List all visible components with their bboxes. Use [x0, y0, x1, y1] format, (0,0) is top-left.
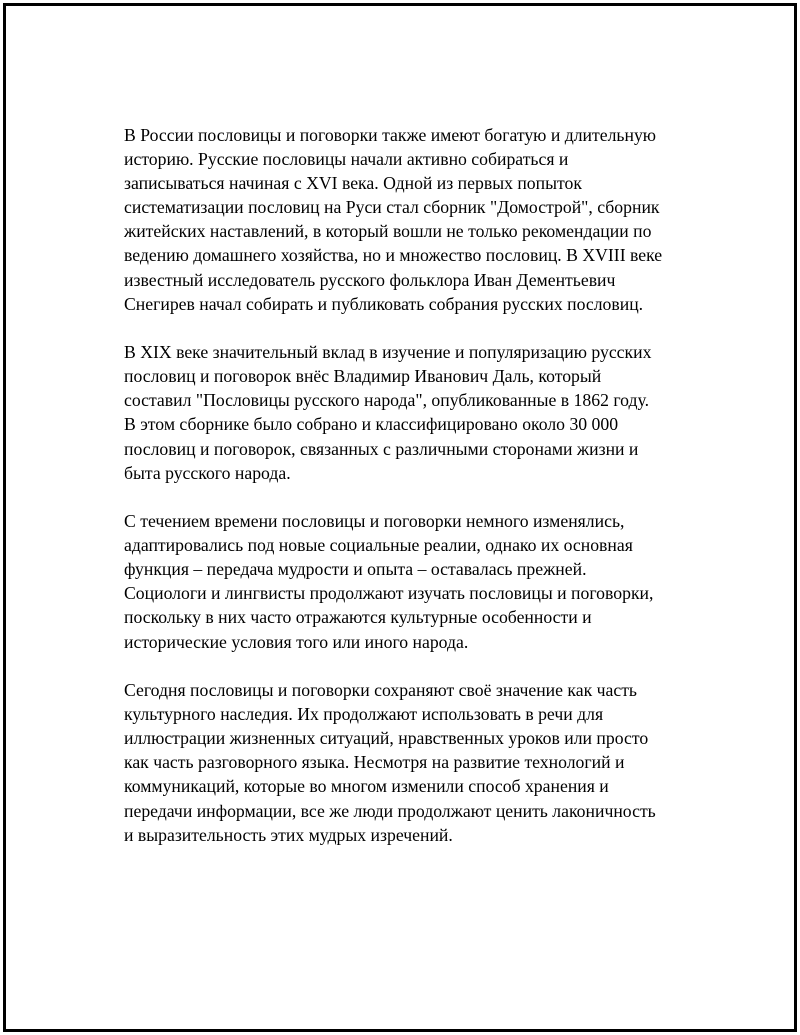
- text-line: Сегодня пословицы и поговорки сохраняют своё значение как часть: [124, 680, 637, 701]
- text-line: культурного наследия. Их продолжают использовать в речи для: [124, 704, 604, 725]
- text-line: В этом сборнике было собрано и классифицировано около 30 000: [124, 414, 619, 435]
- text-line: житейских наставлений, в который вошли не только рекомендации по: [124, 221, 652, 242]
- text-line: ведению домашнего хозяйства, но и множество пословиц. В XVIII веке: [124, 245, 663, 266]
- page-border: [3, 3, 797, 1032]
- text-line: адаптировались под новые социальные реалии, однако их основная: [124, 535, 633, 556]
- text-line: иллюстрации жизненных ситуаций, нравственных уроков или просто: [124, 728, 649, 749]
- text-line: пословиц и поговорок, связанных с различными сторонами жизни и: [124, 438, 639, 459]
- text-line: и выразительность этих мудрых изречений.: [124, 824, 453, 845]
- text-line: коммуникаций, которые во многом изменили способ хранения и: [124, 776, 609, 797]
- text-line: Снегирев начал собирать и публиковать собрания русских пословиц.: [124, 293, 644, 314]
- text-line: передачи информации, все же люди продолжают ценить лаконичность: [124, 800, 656, 821]
- text-line: В XIX веке значительный вклад в изучение и популяризацию русских: [124, 342, 652, 363]
- text-line: быта русского народа.: [124, 462, 291, 483]
- paragraph-evolution: [124, 509, 724, 654]
- text-line: историю. Русские пословицы начали активно собираться и: [124, 149, 569, 170]
- text-line: В России пословицы и поговорки также имеют богатую и длительную: [124, 125, 656, 145]
- text-line: систематизации пословиц на Руси стал сборник "Домострой", сборник: [124, 197, 660, 218]
- text-line: составил "Пословицы русского народа", опубликованные в 1862 году.: [124, 390, 649, 411]
- text-line: Социологи и лингвисты продолжают изучать пословицы и поговорки,: [124, 583, 654, 604]
- paragraph-today: [124, 678, 724, 847]
- text-line: поскольку в них часто отражаются культурные особенности и: [124, 607, 592, 628]
- text-line: исторические условия того или иного народа.: [124, 631, 469, 652]
- text-line: записываться начиная с XVI века. Одной из первых попыток: [124, 173, 582, 194]
- text-line: С течением времени пословицы и поговорки немного изменялись,: [124, 511, 625, 532]
- text-line: как часть разговорного языка. Несмотря на развитие технологий и: [124, 752, 625, 773]
- paragraph-history-russia: [124, 123, 724, 316]
- paragraph-dal-collection: [124, 340, 724, 485]
- text-line: функция – передача мудрости и опыта – оставалась прежней.: [124, 559, 587, 580]
- text-line: известный исследователь русского фольклора Иван Дементьевич: [124, 269, 616, 290]
- document-body: [124, 123, 724, 871]
- text-line: пословиц и поговорок внёс Владимир Иванович Даль, который: [124, 366, 602, 387]
